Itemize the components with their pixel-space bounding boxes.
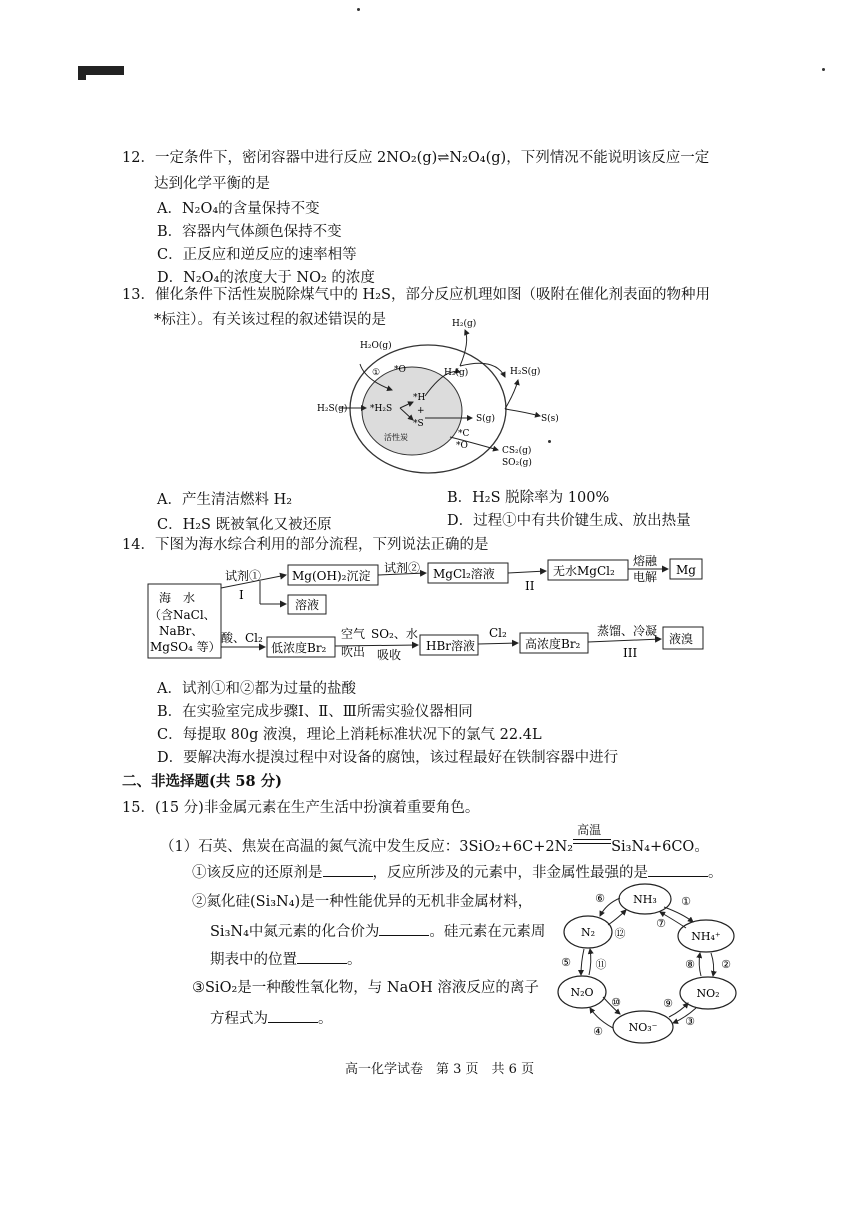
equation-reactants: （1）石英、焦炭在高温的氮气流中发生反应：3SiO₂+6C+2N₂ (160, 839, 574, 855)
label-step-8: ⑧ (685, 958, 695, 971)
q14-option-d: D．要解决海水提溴过程中对设备的腐蚀，该过程最好在铁制容器中进行 (157, 750, 619, 766)
text-mgoh2: Mg(OH)₂沉淀 (292, 569, 371, 583)
answer-blank-reductant[interactable] (323, 864, 373, 877)
label-cs2: CS₂(g) (502, 446, 532, 456)
q15-sub3-line2 (210, 1007, 333, 1028)
label-distill: 蒸馏、冷凝 (597, 624, 658, 638)
answer-blank-valence[interactable] (379, 923, 429, 936)
q15-sub2-text-c: 期表中的位置 (210, 952, 297, 968)
q13-stem-line1: 13．催化条件下活性炭脱除煤气中的 H₂S，部分反应机理如图（吸附在催化剂表面的物种用 (122, 287, 710, 303)
label-c-star: *C (458, 429, 470, 439)
text-liquid-br: 液溴 (669, 632, 694, 646)
label-step2: II (525, 579, 535, 593)
q15-sub3-text-b: 。 (318, 1011, 333, 1027)
label-reagent1: 试剂① (225, 569, 262, 583)
scan-dot (357, 8, 360, 11)
label-electrolysis: 电解 (633, 570, 658, 584)
seawater-line3: NaBr、 (159, 624, 204, 638)
equation-condition: 高温 (577, 823, 602, 837)
q15-sub1-text-b: ，反应所涉及的元素中，非金属性最强的是 (372, 865, 648, 881)
q12-option-c: C．正反应和逆反应的速率相等 (157, 247, 357, 263)
label-plus: + (417, 406, 425, 416)
label-step1: ① (372, 368, 381, 378)
label-o-star: *O (394, 365, 406, 375)
q13-mechanism-diagram (300, 312, 570, 484)
q12-option-a: A．N₂O₄的含量保持不变 (157, 201, 320, 217)
q15-stem: 15．(15 分)非金属元素在生产生活中扮演着重要角色。 (122, 800, 480, 816)
label-reagent2: 试剂② (384, 561, 421, 575)
label-step-12: ⑫ (614, 927, 626, 940)
label-h2g-mid: H₂(g) (444, 368, 469, 378)
label-absorb: 吸收 (377, 648, 402, 661)
label-no2: NO₂ (696, 987, 720, 1000)
label-h2g-top: H₂(g) (452, 319, 477, 329)
q12-option-b: B．容器内气体颜色保持不变 (157, 224, 342, 240)
label-nh4: NH₄⁺ (691, 930, 721, 943)
answer-blank-ionic-equation[interactable] (268, 1010, 318, 1023)
scan-mark (78, 66, 86, 80)
q14-stem: 14．下图为海水综合利用的部分流程，下列说法正确的是 (122, 537, 489, 553)
q15-sub2-line3 (210, 948, 362, 969)
label-s-star: *S (413, 419, 424, 429)
equation-products: Si₃N₄+6CO。 (611, 839, 709, 855)
label-step-11: ⑪ (595, 958, 607, 971)
q14-option-a: A．试剂①和②都为过量的盐酸 (157, 681, 356, 697)
label-step-7: ⑦ (656, 917, 666, 930)
label-step-6: ⑥ (595, 892, 605, 905)
q15-sub2-text-a: Si₃N₄中氮元素的化合价为 (210, 924, 380, 940)
label-no3: NO₃⁻ (628, 1021, 658, 1034)
label-step-3: ③ (685, 1015, 695, 1028)
label-so2: SO₂(g) (502, 458, 532, 468)
label-cl2: Cl₂ (489, 626, 507, 640)
nitrogen-cycle-diagram (548, 880, 748, 1052)
seawater-line2: （含NaCl、 (149, 608, 216, 622)
label-blow-out: 吹出 (341, 645, 366, 659)
q15-sub1-text-a: ①该反应的还原剂是 (192, 865, 323, 881)
text-high-br2: 高浓度Br₂ (525, 637, 581, 651)
q12-stem-line1: 12．一定条件下，密闭容器中进行反应 2NO₂(g)⇌N₂O₄(g)，下列情况不能说明该反应一定 (122, 150, 710, 166)
label-step-1: ① (681, 895, 691, 908)
q15-sub2-line2 (210, 920, 545, 941)
equation-arrow (573, 823, 611, 851)
q15-sub3-line1: ③SiO₂是一种酸性氧化物，与 NaOH 溶液反应的离子 (192, 980, 539, 996)
q15-part1-equation (160, 823, 709, 856)
scan-dot (822, 68, 825, 71)
section-heading: 二、非选择题(共 58 分) (122, 773, 282, 790)
label-melt: 熔融 (633, 554, 658, 568)
label-step3: III (623, 646, 638, 660)
q12-option-d: D．N₂O₄的浓度大于 NO₂ 的浓度 (157, 270, 375, 286)
label-nh3: NH₃ (633, 893, 657, 906)
q15-sub3-text-a: 方程式为 (210, 1011, 268, 1027)
text-hbr: HBr溶液 (426, 639, 476, 653)
q15-sub2-line1: ②氮化硅(Si₃N₄)是一种性能优异的无机非金属材料， (192, 894, 533, 910)
q14-option-c: C．每提取 80g 液溴，理论上消耗标准状况下的氯气 22.4L (157, 727, 542, 743)
q15-sub2-text-b: 。硅元素在元素周 (429, 924, 546, 940)
label-h2s-left: H₂S(g) (317, 404, 348, 414)
q15-sub1-text-c: 。 (708, 865, 723, 881)
label-step-9: ⑨ (663, 997, 673, 1010)
text-solution: 溶液 (295, 598, 320, 612)
label-h-star: *H (413, 393, 426, 403)
q13-option-d: D．过程①中有共价键生成、放出热量 (447, 513, 691, 529)
label-air: 空气 (341, 627, 366, 641)
q13-option-a: A．产生清洁燃料 H₂ (157, 492, 293, 508)
label-h2o: H₂O(g) (360, 341, 392, 351)
answer-blank-position[interactable] (297, 951, 347, 964)
page-footer: 高一化学试卷 第 3 页 共 6 页 (345, 1062, 535, 1077)
label-h2s-right: H₂S(g) (510, 367, 541, 377)
label-so2-water: SO₂、水 (371, 627, 418, 641)
text-mgcl2-solution: MgCl₂溶液 (433, 567, 495, 581)
label-step-2: ② (721, 958, 731, 971)
q13-option-c: C．H₂S 既被氧化又被还原 (157, 517, 332, 533)
label-step-10: ⑩ (611, 996, 621, 1009)
q13-stem-line2: *标注）。有关该过程的叙述错误的是 (154, 312, 386, 328)
seawater-line4: MgSO₄ 等） (150, 640, 221, 654)
answer-blank-nonmetal[interactable] (648, 864, 708, 877)
text-low-br2: 低浓度Br₂ (271, 641, 327, 655)
label-h2s-star: *H₂S (370, 404, 393, 414)
label-n2o: N₂O (570, 986, 594, 999)
q12-stem-line2: 达到化学平衡的是 (154, 176, 270, 192)
q14-flowchart (145, 553, 715, 661)
q15-sub1 (192, 861, 723, 882)
label-step1: I (239, 588, 244, 602)
label-step-4: ④ (593, 1025, 603, 1038)
q15-sub2-text-d: 。 (347, 952, 362, 968)
q13-option-b: B．H₂S 脱除率为 100% (447, 490, 610, 506)
label-sg: S(g) (476, 414, 495, 424)
label-step-5: ⑤ (561, 956, 571, 969)
label-ss: S(s) (541, 414, 559, 424)
text-mg: Mg (676, 563, 696, 577)
label-n2: N₂ (580, 926, 596, 939)
seawater-line1: 海 水 (159, 591, 196, 605)
label-o-star2: *O (456, 441, 468, 451)
q14-option-b: B．在实验室完成步骤Ⅰ、Ⅱ、Ⅲ所需实验仪器相同 (157, 704, 473, 720)
text-anhydrous-mgcl2: 无水MgCl₂ (553, 564, 615, 578)
label-acid-cl2: 酸、Cl₂ (221, 631, 263, 645)
label-carbon: 活性炭 (384, 433, 408, 442)
